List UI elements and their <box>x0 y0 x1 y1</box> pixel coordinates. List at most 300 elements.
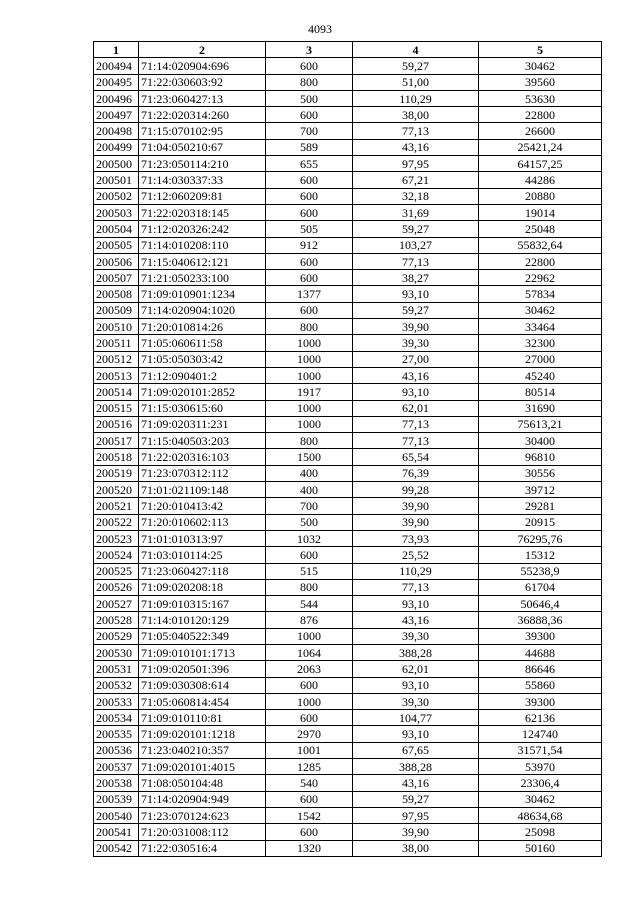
table-row <box>94 58 602 74</box>
cadastral-number-cell: 71:15:040612:121 <box>139 253 266 269</box>
row-id-cell: 200524 <box>94 547 139 563</box>
row-id-cell: 200512 <box>94 351 139 367</box>
row-id-cell: 200497 <box>94 107 139 123</box>
cadastral-number-cell: 71:23:070312:112 <box>139 465 266 481</box>
amount-cell: 15312 <box>479 547 602 563</box>
table-row <box>94 742 602 758</box>
table-row <box>94 791 602 807</box>
amount-cell: 61704 <box>479 579 602 595</box>
amount-cell: 39560 <box>479 74 602 90</box>
quantity-cell: 600 <box>266 824 353 840</box>
rate-cell: 76,39 <box>353 465 479 481</box>
cadastral-number-cell: 71:22:020316:103 <box>139 449 266 465</box>
rate-cell: 27,00 <box>353 351 479 367</box>
rate-cell: 59,27 <box>353 58 479 74</box>
quantity-cell: 600 <box>266 107 353 123</box>
rate-cell: 31,69 <box>353 204 479 220</box>
amount-cell: 27000 <box>479 351 602 367</box>
amount-cell: 53970 <box>479 759 602 775</box>
cadastral-number-cell: 71:09:020101:4015 <box>139 759 266 775</box>
row-id-cell: 200516 <box>94 416 139 432</box>
rate-cell: 39,90 <box>353 824 479 840</box>
table-row <box>94 612 602 628</box>
table-row <box>94 367 602 383</box>
table-row <box>94 840 602 856</box>
row-id-cell: 200498 <box>94 123 139 139</box>
table-row <box>94 547 602 563</box>
row-id-cell: 200496 <box>94 90 139 106</box>
quantity-cell: 400 <box>266 465 353 481</box>
rate-cell: 93,10 <box>353 677 479 693</box>
amount-cell: 76295,76 <box>479 530 602 546</box>
quantity-cell: 600 <box>266 58 353 74</box>
quantity-cell: 2970 <box>266 726 353 742</box>
quantity-cell: 1500 <box>266 449 353 465</box>
quantity-cell: 800 <box>266 319 353 335</box>
quantity-cell: 600 <box>266 253 353 269</box>
quantity-cell: 505 <box>266 221 353 237</box>
table-row <box>94 319 602 335</box>
row-id-cell: 200527 <box>94 596 139 612</box>
row-id-cell: 200509 <box>94 302 139 318</box>
amount-cell: 30556 <box>479 465 602 481</box>
quantity-cell: 515 <box>266 563 353 579</box>
table-row <box>94 221 602 237</box>
table-row <box>94 514 602 530</box>
rate-cell: 38,00 <box>353 840 479 856</box>
cadastral-number-cell: 71:22:020318:145 <box>139 204 266 220</box>
cadastral-number-cell: 71:09:020311:231 <box>139 416 266 432</box>
amount-cell: 30462 <box>479 791 602 807</box>
cadastral-number-cell: 71:14:010208:110 <box>139 237 266 253</box>
cadastral-number-cell: 71:14:030337:33 <box>139 172 266 188</box>
quantity-cell: 600 <box>266 204 353 220</box>
column-header-2: 2 <box>139 42 266 58</box>
cadastral-number-cell: 71:12:020326:242 <box>139 221 266 237</box>
quantity-cell: 600 <box>266 302 353 318</box>
cadastral-number-cell: 71:21:050233:100 <box>139 270 266 286</box>
row-id-cell: 200513 <box>94 367 139 383</box>
amount-cell: 22962 <box>479 270 602 286</box>
quantity-cell: 1001 <box>266 742 353 758</box>
row-id-cell: 200507 <box>94 270 139 286</box>
quantity-cell: 1320 <box>266 840 353 856</box>
table-row <box>94 270 602 286</box>
amount-cell: 86646 <box>479 661 602 677</box>
quantity-cell: 544 <box>266 596 353 612</box>
amount-cell: 53630 <box>479 90 602 106</box>
quantity-cell: 1000 <box>266 416 353 432</box>
amount-cell: 62136 <box>479 710 602 726</box>
cadastral-number-cell: 71:20:010413:42 <box>139 498 266 514</box>
cadastral-number-cell: 71:15:030615:60 <box>139 400 266 416</box>
rate-cell: 77,13 <box>353 416 479 432</box>
cadastral-number-cell: 71:12:060209:81 <box>139 188 266 204</box>
rate-cell: 38,27 <box>353 270 479 286</box>
row-id-cell: 200519 <box>94 465 139 481</box>
amount-cell: 45240 <box>479 367 602 383</box>
row-id-cell: 200538 <box>94 775 139 791</box>
amount-cell: 25048 <box>479 221 602 237</box>
amount-cell: 36888,36 <box>479 612 602 628</box>
table-row <box>94 628 602 644</box>
cadastral-number-cell: 71:05:040522:349 <box>139 628 266 644</box>
table-row <box>94 824 602 840</box>
amount-cell: 44688 <box>479 644 602 660</box>
cadastral-number-cell: 71:09:020501:396 <box>139 661 266 677</box>
table-row <box>94 807 602 823</box>
cadastral-number-cell: 71:23:060427:118 <box>139 563 266 579</box>
cadastral-number-cell: 71:14:010120:129 <box>139 612 266 628</box>
table-row <box>94 563 602 579</box>
table-row <box>94 107 602 123</box>
column-header-3: 3 <box>266 42 353 58</box>
table-row <box>94 482 602 498</box>
row-id-cell: 200502 <box>94 188 139 204</box>
table-row <box>94 286 602 302</box>
quantity-cell: 1000 <box>266 628 353 644</box>
cadastral-number-cell: 71:23:070124:623 <box>139 807 266 823</box>
quantity-cell: 500 <box>266 90 353 106</box>
page-number: 4093 <box>308 22 332 36</box>
row-id-cell: 200514 <box>94 384 139 400</box>
quantity-cell: 600 <box>266 710 353 726</box>
table-row <box>94 400 602 416</box>
amount-cell: 22800 <box>479 107 602 123</box>
quantity-cell: 800 <box>266 74 353 90</box>
quantity-cell: 876 <box>266 612 353 628</box>
rate-cell: 388,28 <box>353 644 479 660</box>
rate-cell: 99,28 <box>353 482 479 498</box>
amount-cell: 29281 <box>479 498 602 514</box>
amount-cell: 25098 <box>479 824 602 840</box>
rate-cell: 93,10 <box>353 726 479 742</box>
table-row <box>94 677 602 693</box>
row-id-cell: 200517 <box>94 433 139 449</box>
table-row <box>94 302 602 318</box>
cadastral-number-cell: 71:22:020314:260 <box>139 107 266 123</box>
row-id-cell: 200532 <box>94 677 139 693</box>
quantity-cell: 655 <box>266 156 353 172</box>
row-id-cell: 200537 <box>94 759 139 775</box>
table-header <box>94 42 602 58</box>
rate-cell: 67,21 <box>353 172 479 188</box>
table-row <box>94 449 602 465</box>
row-id-cell: 200523 <box>94 530 139 546</box>
cadastral-number-cell: 71:12:090401:2 <box>139 367 266 383</box>
rate-cell: 62,01 <box>353 400 479 416</box>
quantity-cell: 600 <box>266 677 353 693</box>
row-id-cell: 200518 <box>94 449 139 465</box>
cadastral-number-cell: 71:22:030516:4 <box>139 840 266 856</box>
amount-cell: 96810 <box>479 449 602 465</box>
cadastral-number-cell: 71:23:040210:357 <box>139 742 266 758</box>
row-id-cell: 200534 <box>94 710 139 726</box>
amount-cell: 55238,9 <box>479 563 602 579</box>
rate-cell: 43,16 <box>353 775 479 791</box>
rate-cell: 110,29 <box>353 90 479 106</box>
quantity-cell: 1285 <box>266 759 353 775</box>
rate-cell: 39,90 <box>353 319 479 335</box>
amount-cell: 124740 <box>479 726 602 742</box>
rate-cell: 59,27 <box>353 791 479 807</box>
quantity-cell: 1000 <box>266 351 353 367</box>
rate-cell: 59,27 <box>353 302 479 318</box>
cadastral-number-cell: 71:20:010814:26 <box>139 319 266 335</box>
quantity-cell: 589 <box>266 139 353 155</box>
cadastral-number-cell: 71:05:060611:58 <box>139 335 266 351</box>
rate-cell: 77,13 <box>353 433 479 449</box>
rate-cell: 43,16 <box>353 367 479 383</box>
quantity-cell: 1377 <box>266 286 353 302</box>
table-row <box>94 384 602 400</box>
table-row <box>94 172 602 188</box>
row-id-cell: 200500 <box>94 156 139 172</box>
quantity-cell: 400 <box>266 482 353 498</box>
quantity-cell: 1032 <box>266 530 353 546</box>
quantity-cell: 1000 <box>266 335 353 351</box>
rate-cell: 43,16 <box>353 612 479 628</box>
amount-cell: 39300 <box>479 628 602 644</box>
rate-cell: 93,10 <box>353 286 479 302</box>
table-row <box>94 335 602 351</box>
quantity-cell: 1000 <box>266 693 353 709</box>
row-id-cell: 200531 <box>94 661 139 677</box>
cadastral-number-cell: 71:09:010101:1713 <box>139 644 266 660</box>
cadastral-number-cell: 71:09:010110:81 <box>139 710 266 726</box>
table-row <box>94 433 602 449</box>
rate-cell: 59,27 <box>353 221 479 237</box>
quantity-cell: 600 <box>266 270 353 286</box>
cadastral-number-cell: 71:04:050210:67 <box>139 139 266 155</box>
cadastral-number-cell: 71:20:010602:113 <box>139 514 266 530</box>
row-id-cell: 200520 <box>94 482 139 498</box>
rate-cell: 32,18 <box>353 188 479 204</box>
cadastral-number-cell: 71:09:020101:2852 <box>139 384 266 400</box>
amount-cell: 44286 <box>479 172 602 188</box>
rate-cell: 39,90 <box>353 498 479 514</box>
table-row <box>94 465 602 481</box>
amount-cell: 25421,24 <box>479 139 602 155</box>
amount-cell: 30462 <box>479 58 602 74</box>
row-id-cell: 200529 <box>94 628 139 644</box>
rate-cell: 388,28 <box>353 759 479 775</box>
amount-cell: 19014 <box>479 204 602 220</box>
row-id-cell: 200536 <box>94 742 139 758</box>
cadastral-number-cell: 71:15:070102:95 <box>139 123 266 139</box>
row-id-cell: 200494 <box>94 58 139 74</box>
quantity-cell: 600 <box>266 547 353 563</box>
amount-cell: 48634,68 <box>479 807 602 823</box>
quantity-cell: 600 <box>266 172 353 188</box>
amount-cell: 50646,4 <box>479 596 602 612</box>
row-id-cell: 200522 <box>94 514 139 530</box>
row-id-cell: 200535 <box>94 726 139 742</box>
row-id-cell: 200508 <box>94 286 139 302</box>
quantity-cell: 800 <box>266 579 353 595</box>
cadastral-number-cell: 71:14:020904:696 <box>139 58 266 74</box>
amount-cell: 32300 <box>479 335 602 351</box>
table-row <box>94 579 602 595</box>
table-row <box>94 188 602 204</box>
rate-cell: 103,27 <box>353 237 479 253</box>
row-id-cell: 200506 <box>94 253 139 269</box>
table-row <box>94 204 602 220</box>
rate-cell: 51,00 <box>353 74 479 90</box>
quantity-cell: 700 <box>266 498 353 514</box>
amount-cell: 57834 <box>479 286 602 302</box>
column-header-4: 4 <box>353 42 479 58</box>
rate-cell: 93,10 <box>353 596 479 612</box>
rate-cell: 97,95 <box>353 807 479 823</box>
table-row <box>94 596 602 612</box>
column-header-5: 5 <box>479 42 602 58</box>
table-row <box>94 644 602 660</box>
row-id-cell: 200533 <box>94 693 139 709</box>
rate-cell: 110,29 <box>353 563 479 579</box>
table-row <box>94 661 602 677</box>
row-id-cell: 200530 <box>94 644 139 660</box>
cadastral-number-cell: 71:09:020208:18 <box>139 579 266 595</box>
row-id-cell: 200499 <box>94 139 139 155</box>
rate-cell: 38,00 <box>353 107 479 123</box>
quantity-cell: 540 <box>266 775 353 791</box>
amount-cell: 22800 <box>479 253 602 269</box>
amount-cell: 39300 <box>479 693 602 709</box>
row-id-cell: 200504 <box>94 221 139 237</box>
table-row <box>94 498 602 514</box>
amount-cell: 23306,4 <box>479 775 602 791</box>
rate-cell: 93,10 <box>353 384 479 400</box>
rate-cell: 77,13 <box>353 123 479 139</box>
quantity-cell: 1000 <box>266 367 353 383</box>
table-row <box>94 351 602 367</box>
cadastral-number-cell: 71:09:030308:614 <box>139 677 266 693</box>
row-id-cell: 200539 <box>94 791 139 807</box>
amount-cell: 26600 <box>479 123 602 139</box>
header-row <box>94 42 602 58</box>
amount-cell: 20915 <box>479 514 602 530</box>
quantity-cell: 600 <box>266 791 353 807</box>
cadastral-number-cell: 71:01:021109:148 <box>139 482 266 498</box>
table-row <box>94 775 602 791</box>
quantity-cell: 500 <box>266 514 353 530</box>
cadastral-number-cell: 71:22:030603:92 <box>139 74 266 90</box>
quantity-cell: 1542 <box>266 807 353 823</box>
row-id-cell: 200540 <box>94 807 139 823</box>
table-row <box>94 530 602 546</box>
quantity-cell: 700 <box>266 123 353 139</box>
quantity-cell: 912 <box>266 237 353 253</box>
amount-cell: 75613,21 <box>479 416 602 432</box>
quantity-cell: 1917 <box>266 384 353 400</box>
table-row <box>94 726 602 742</box>
rate-cell: 39,30 <box>353 693 479 709</box>
row-id-cell: 200528 <box>94 612 139 628</box>
rate-cell: 77,13 <box>353 253 479 269</box>
table-row <box>94 253 602 269</box>
cadastral-number-cell: 71:14:020904:949 <box>139 791 266 807</box>
table-row <box>94 90 602 106</box>
table-row <box>94 74 602 90</box>
rate-cell: 104,77 <box>353 710 479 726</box>
table-row <box>94 123 602 139</box>
column-header-1: 1 <box>94 42 139 58</box>
row-id-cell: 200542 <box>94 840 139 856</box>
row-id-cell: 200501 <box>94 172 139 188</box>
quantity-cell: 1000 <box>266 400 353 416</box>
amount-cell: 33464 <box>479 319 602 335</box>
row-id-cell: 200526 <box>94 579 139 595</box>
table-row <box>94 759 602 775</box>
table-row <box>94 710 602 726</box>
amount-cell: 80514 <box>479 384 602 400</box>
quantity-cell: 1064 <box>266 644 353 660</box>
amount-cell: 55860 <box>479 677 602 693</box>
amount-cell: 55832,64 <box>479 237 602 253</box>
row-id-cell: 200503 <box>94 204 139 220</box>
amount-cell: 20880 <box>479 188 602 204</box>
rate-cell: 62,01 <box>353 661 479 677</box>
rate-cell: 77,13 <box>353 579 479 595</box>
amount-cell: 64157,25 <box>479 156 602 172</box>
table-row <box>94 156 602 172</box>
quantity-cell: 2063 <box>266 661 353 677</box>
quantity-cell: 600 <box>266 188 353 204</box>
rate-cell: 39,30 <box>353 628 479 644</box>
quantity-cell: 800 <box>266 433 353 449</box>
row-id-cell: 200511 <box>94 335 139 351</box>
rate-cell: 65,54 <box>353 449 479 465</box>
table-row <box>94 416 602 432</box>
amount-cell: 31690 <box>479 400 602 416</box>
table-row <box>94 237 602 253</box>
row-id-cell: 200515 <box>94 400 139 416</box>
amount-cell: 39712 <box>479 482 602 498</box>
cadastral-number-cell: 71:15:040503:203 <box>139 433 266 449</box>
rate-cell: 43,16 <box>353 139 479 155</box>
table-row <box>94 139 602 155</box>
row-id-cell: 200495 <box>94 74 139 90</box>
rate-cell: 25,52 <box>353 547 479 563</box>
table-body <box>94 58 602 857</box>
rate-cell: 73,93 <box>353 530 479 546</box>
row-id-cell: 200510 <box>94 319 139 335</box>
cadastral-number-cell: 71:09:010901:1234 <box>139 286 266 302</box>
rate-cell: 39,30 <box>353 335 479 351</box>
amount-cell: 50160 <box>479 840 602 856</box>
row-id-cell: 200505 <box>94 237 139 253</box>
cadastral-number-cell: 71:23:060427:13 <box>139 90 266 106</box>
cadastral-number-cell: 71:23:050114:210 <box>139 156 266 172</box>
row-id-cell: 200541 <box>94 824 139 840</box>
rate-cell: 67,65 <box>353 742 479 758</box>
rate-cell: 97,95 <box>353 156 479 172</box>
cadastral-number-cell: 71:14:020904:1020 <box>139 302 266 318</box>
row-id-cell: 200525 <box>94 563 139 579</box>
cadastral-number-cell: 71:01:010313:97 <box>139 530 266 546</box>
amount-cell: 30462 <box>479 302 602 318</box>
cadastral-number-cell: 71:03:010114:25 <box>139 547 266 563</box>
cadastral-number-cell: 71:05:050303:42 <box>139 351 266 367</box>
cadastral-number-cell: 71:05:060814:454 <box>139 693 266 709</box>
amount-cell: 31571,54 <box>479 742 602 758</box>
cadastral-number-cell: 71:09:010315:167 <box>139 596 266 612</box>
table-row <box>94 693 602 709</box>
amount-cell: 30400 <box>479 433 602 449</box>
cadastral-number-cell: 71:08:050104:48 <box>139 775 266 791</box>
rate-cell: 39,90 <box>353 514 479 530</box>
